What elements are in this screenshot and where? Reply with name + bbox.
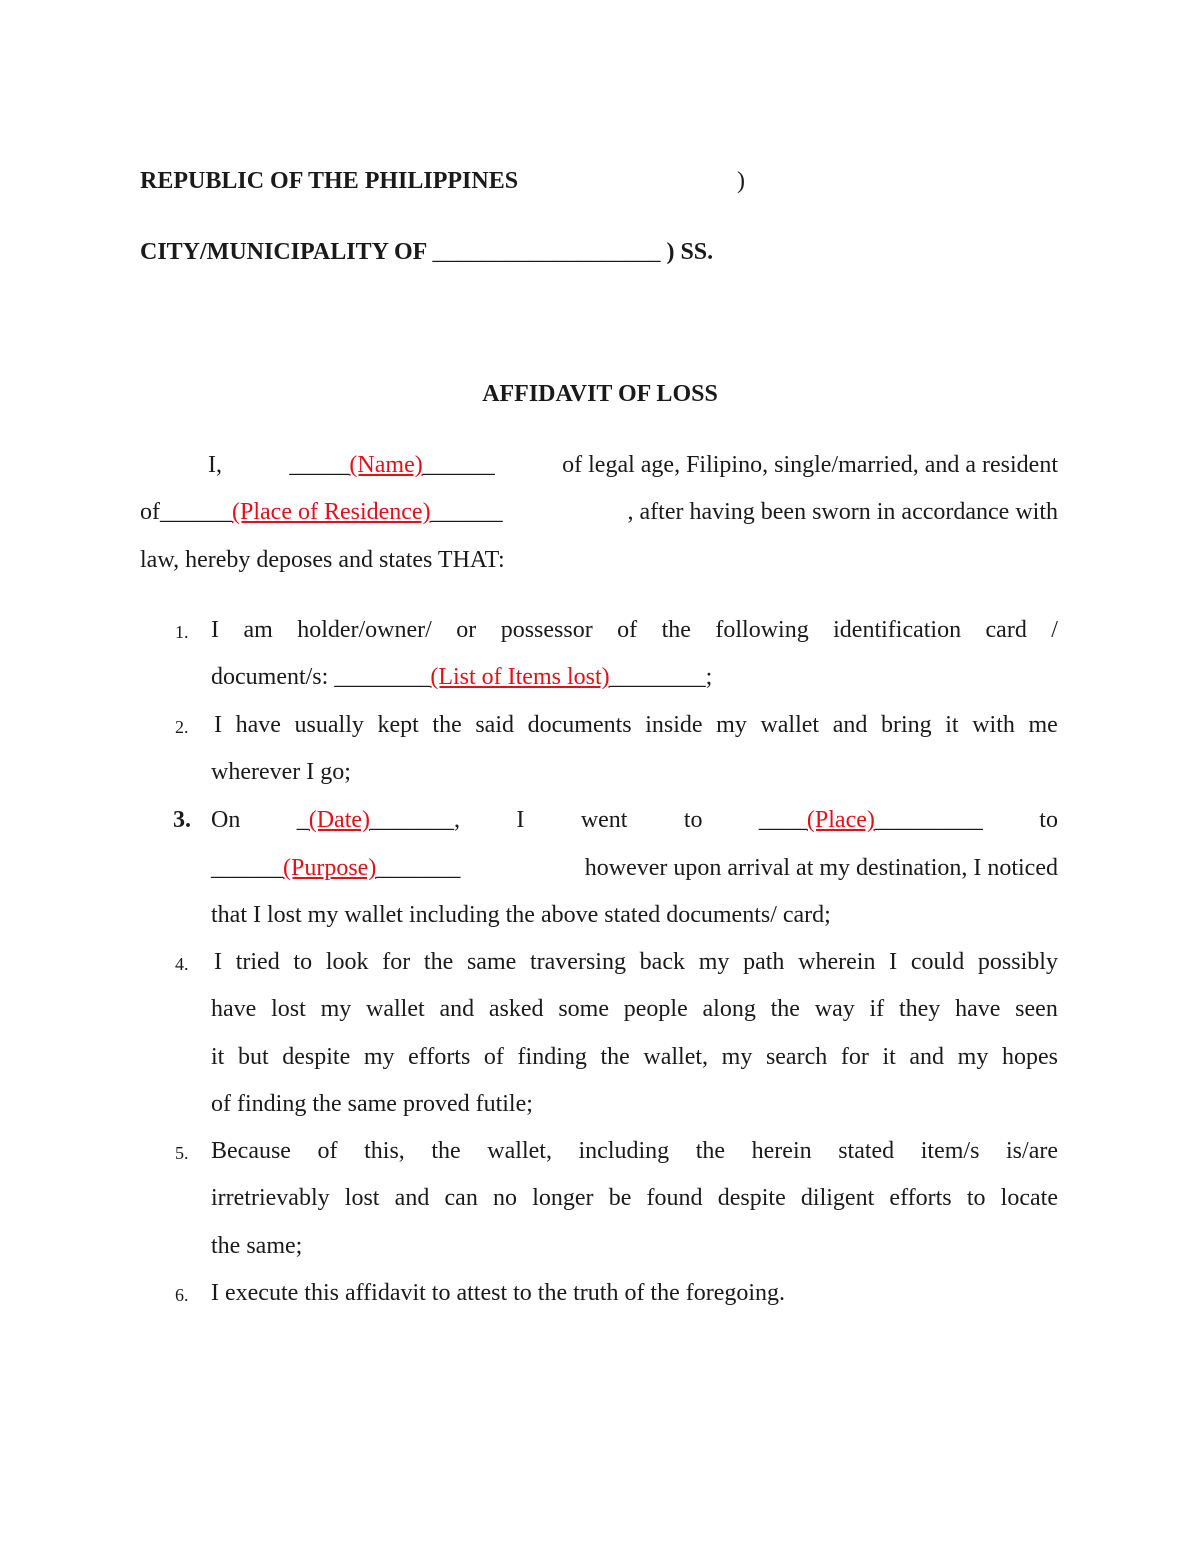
- item-text: I: [516, 807, 525, 833]
- word: this,: [364, 1138, 405, 1164]
- item-text: [211, 1044, 1058, 1071]
- word: they: [898, 996, 941, 1022]
- item-text: ;: [705, 664, 713, 690]
- word: same: [466, 949, 517, 975]
- word: me: [1028, 712, 1058, 738]
- item-number: 3.: [173, 807, 191, 833]
- blank: ________: [609, 664, 706, 690]
- word: stated: [838, 1138, 895, 1164]
- blank: ______: [430, 499, 503, 525]
- item-text: [211, 996, 1058, 1023]
- intro-line-3: law, hereby deposes and states THAT:: [140, 547, 505, 573]
- word: hopes: [1001, 1044, 1058, 1070]
- word: to: [293, 949, 313, 975]
- place-field[interactable]: (Place): [806, 807, 875, 833]
- word: despite: [717, 1185, 786, 1211]
- word: if: [869, 996, 885, 1022]
- word: of: [617, 617, 638, 643]
- blank: ______: [160, 499, 232, 525]
- item-4-line-4: [211, 1091, 1058, 1118]
- word: it: [945, 712, 959, 738]
- word: lost: [271, 996, 306, 1022]
- word: I: [889, 949, 898, 975]
- item-text: [211, 617, 1058, 644]
- word: but: [237, 1044, 269, 1070]
- item-number: 4.: [175, 954, 189, 974]
- word: wallet: [760, 712, 820, 738]
- item-4-line-1: [214, 949, 1058, 976]
- word: is/are: [1006, 1138, 1058, 1164]
- blank: _______: [376, 855, 461, 881]
- item-text: that I lost my wallet including the above stated documents/ card;: [211, 902, 831, 928]
- item-text: went: [580, 807, 628, 833]
- item-5-line-3: [211, 1233, 1058, 1260]
- item-text: the same;: [211, 1233, 303, 1259]
- word: diligent: [800, 1185, 875, 1211]
- word: have: [211, 996, 257, 1022]
- word: my: [363, 1044, 395, 1070]
- word: for: [840, 1044, 869, 1070]
- date-field[interactable]: (Date): [308, 807, 371, 833]
- city-municipality-row: [140, 239, 713, 266]
- word: or: [456, 617, 477, 643]
- word: the: [600, 1044, 630, 1070]
- word: and: [909, 1044, 945, 1070]
- word: longer: [532, 1185, 594, 1211]
- item-number: 2.: [175, 717, 189, 737]
- word: back: [639, 949, 685, 975]
- item-text: [211, 1185, 1058, 1212]
- word: have: [955, 996, 1001, 1022]
- city-blank[interactable]: ___________________: [432, 239, 661, 265]
- item-3-line-1: [211, 807, 1058, 834]
- word: kept: [377, 712, 419, 738]
- word: and: [439, 996, 475, 1022]
- word: asked: [488, 996, 544, 1022]
- word: the: [770, 996, 800, 1022]
- intro-line-1: [140, 452, 1058, 479]
- of-word: of: [140, 499, 160, 525]
- republic-heading: REPUBLIC OF THE PHILIPPINES: [140, 168, 519, 194]
- word: I: [214, 949, 222, 975]
- item-text: I execute this affidavit to attest to the truth of the foregoing.: [211, 1280, 786, 1306]
- word: the: [423, 949, 454, 975]
- word: tried: [235, 949, 280, 975]
- word: look: [325, 949, 369, 975]
- item-2-line-1: [214, 712, 1058, 739]
- venue-paren: ): [737, 168, 745, 194]
- word: locate: [1000, 1185, 1058, 1211]
- word: inside: [645, 712, 703, 738]
- word: lost: [344, 1185, 380, 1211]
- word: /: [1051, 617, 1058, 643]
- place-group[interactable]: [759, 807, 983, 834]
- blank: ____: [758, 807, 807, 833]
- date-group[interactable]: [297, 807, 460, 834]
- word: possibly: [977, 949, 1058, 975]
- word: the: [432, 712, 462, 738]
- word: card: [985, 617, 1027, 643]
- word: and: [394, 1185, 430, 1211]
- item-number: 5.: [175, 1143, 189, 1163]
- word: the: [695, 1138, 726, 1164]
- word: and: [832, 712, 868, 738]
- word: search: [765, 1044, 828, 1070]
- blank: _: [296, 807, 309, 833]
- word: I: [214, 712, 222, 738]
- word: wallet,: [487, 1138, 552, 1164]
- word: documents: [527, 712, 632, 738]
- item-text: [211, 1138, 1058, 1165]
- item-number: 1.: [175, 622, 189, 642]
- word: usually: [294, 712, 364, 738]
- purpose-group[interactable]: [211, 855, 460, 882]
- items-lost-field[interactable]: (List of Items lost): [430, 664, 610, 690]
- word: possessor: [500, 617, 593, 643]
- word: be: [608, 1185, 632, 1211]
- word: including: [578, 1138, 670, 1164]
- word: traversing: [529, 949, 626, 975]
- intro-i: I,: [208, 452, 222, 478]
- city-label: CITY/MUNICIPALITY OF: [140, 239, 427, 265]
- item-4-line-2: [211, 996, 1058, 1023]
- word: wallet,: [643, 1044, 709, 1070]
- word: item/s: [920, 1138, 980, 1164]
- item-text: [214, 712, 1058, 739]
- item-number: 6.: [175, 1285, 189, 1305]
- word: the: [661, 617, 691, 643]
- word: people: [623, 996, 688, 1022]
- item-5-line-1: [211, 1138, 1058, 1165]
- item-text: to: [1039, 807, 1058, 833]
- word: irretrievably: [211, 1185, 330, 1211]
- word: bring: [880, 712, 932, 738]
- word: my: [320, 996, 352, 1022]
- item-text: however upon arrival at my destination, I noticed: [584, 855, 1058, 881]
- word: can: [444, 1185, 478, 1211]
- item-text: of finding the same proved futile;: [211, 1091, 533, 1117]
- word: finding: [517, 1044, 587, 1070]
- word: wallet: [366, 996, 425, 1022]
- blank: ______: [422, 452, 495, 478]
- name-field[interactable]: (Name): [349, 452, 423, 478]
- word: could: [910, 949, 965, 975]
- item-6-line-1: [211, 1280, 1058, 1307]
- word: to: [966, 1185, 986, 1211]
- word: seen: [1015, 996, 1058, 1022]
- word: along: [702, 996, 756, 1022]
- intro-line-1-rest: of legal age, Filipino, single/married, and a resident: [562, 452, 1058, 478]
- blank: _______,: [370, 807, 461, 833]
- word: of: [483, 1044, 504, 1070]
- word: my: [957, 1044, 989, 1070]
- item-text: wherever I go;: [211, 759, 351, 785]
- item-4-line-3: [211, 1044, 1058, 1071]
- word: efforts: [408, 1044, 471, 1070]
- word: it: [211, 1044, 225, 1070]
- item-3-line-3: [211, 902, 1058, 929]
- word: said: [475, 712, 515, 738]
- item-text: to: [683, 807, 703, 833]
- word: Because: [211, 1138, 291, 1164]
- word: identification: [833, 617, 962, 643]
- item-2-line-2: [211, 759, 1058, 786]
- word: efforts: [889, 1185, 952, 1211]
- intro-line-2-rest: , after having been sworn in accordance with: [627, 499, 1058, 525]
- word: my: [698, 949, 730, 975]
- word: some: [558, 996, 609, 1022]
- item-1-line-1: [211, 617, 1058, 644]
- word: found: [646, 1185, 703, 1211]
- item-5-line-2: [211, 1185, 1058, 1212]
- word: it: [882, 1044, 896, 1070]
- item-1-line-2: [211, 664, 1058, 691]
- ss-label: ) SS.: [666, 239, 714, 265]
- blank: _________: [874, 807, 983, 833]
- name-field-group[interactable]: [289, 452, 494, 479]
- word: holder/owner/: [297, 617, 432, 643]
- word: path: [743, 949, 785, 975]
- purpose-field[interactable]: (Purpose): [283, 855, 377, 881]
- word: the: [431, 1138, 461, 1164]
- item-3-line-2: [211, 855, 1058, 882]
- word: my: [721, 1044, 753, 1070]
- word: of: [317, 1138, 338, 1164]
- document-title: AFFIDAVIT OF LOSS: [482, 381, 718, 407]
- intro-line-2: [140, 499, 1058, 526]
- word: with: [972, 712, 1015, 738]
- item-text: document/s:: [211, 664, 329, 690]
- word: following: [715, 617, 809, 643]
- word: I: [211, 617, 219, 643]
- blank: ________: [334, 664, 431, 690]
- item-text: [214, 949, 1058, 976]
- word: despite: [282, 1044, 351, 1070]
- word: have: [235, 712, 281, 738]
- word: am: [243, 617, 273, 643]
- blank: _____: [289, 452, 350, 478]
- blank: ______: [211, 855, 283, 881]
- word: way: [814, 996, 855, 1022]
- word: for: [382, 949, 411, 975]
- word: no: [493, 1185, 518, 1211]
- residence-group[interactable]: [140, 499, 503, 526]
- word: herein: [751, 1138, 812, 1164]
- word: my: [716, 712, 747, 738]
- residence-field[interactable]: (Place of Residence): [232, 499, 431, 525]
- item-text: On: [211, 807, 241, 833]
- word: wherein: [798, 949, 876, 975]
